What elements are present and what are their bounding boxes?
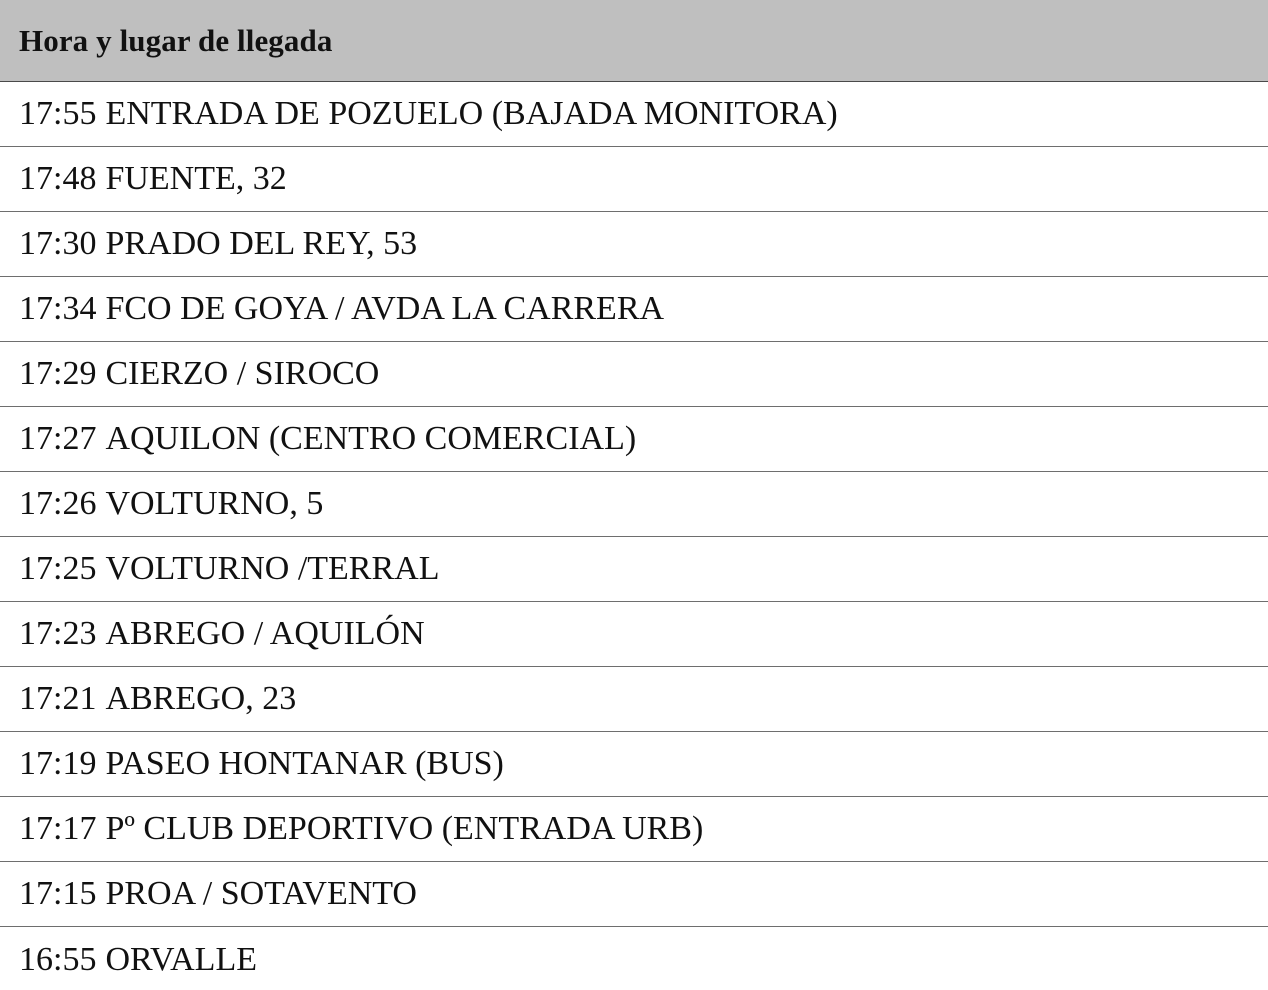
- stop-place: ABREGO, 23: [105, 680, 297, 717]
- stop-place: VOLTURNO /TERRAL: [105, 550, 440, 587]
- arrival-time: 17:19: [19, 745, 97, 782]
- arrival-time: 17:29: [19, 355, 97, 392]
- stop-place: AQUILON (CENTRO COMERCIAL): [105, 420, 637, 457]
- table-row: [0, 277, 1268, 342]
- arrival-time: 17:17: [19, 810, 97, 847]
- arrival-time: 16:55: [19, 940, 97, 978]
- arrival-time: 17:21: [19, 680, 97, 717]
- table-row: [0, 602, 1268, 667]
- stop-place: PROA / SOTAVENTO: [105, 875, 417, 912]
- table-row: [0, 342, 1268, 407]
- table-row: [0, 212, 1268, 277]
- stop-place: ORVALLE: [105, 940, 257, 978]
- stop-place: FCO DE GOYA / AVDA LA CARRERA: [105, 290, 665, 327]
- arrival-time: 17:23: [19, 615, 97, 652]
- arrival-time: 17:30: [19, 225, 97, 262]
- stop-place: ENTRADA DE POZUELO (BAJADA MONITORA): [105, 95, 838, 132]
- stop-place: VOLTURNO, 5: [105, 485, 324, 522]
- table-row: [0, 797, 1268, 862]
- arrival-time: 17:15: [19, 875, 97, 912]
- table-row: [0, 472, 1268, 537]
- arrival-time: 17:48: [19, 160, 97, 197]
- table-row: [0, 82, 1268, 147]
- stop-place: Pº CLUB DEPORTIVO (ENTRADA URB): [105, 810, 704, 847]
- stop-place: ABREGO / AQUILÓN: [105, 615, 425, 652]
- stop-place: CIERZO / SIROCO: [105, 355, 380, 392]
- arrival-time: 17:25: [19, 550, 97, 587]
- arrival-time: 17:27: [19, 420, 97, 457]
- table-row: [0, 407, 1268, 472]
- table-header: [0, 0, 1268, 82]
- table-row: [0, 537, 1268, 602]
- arrival-time: 17:26: [19, 485, 97, 522]
- table-row: [0, 147, 1268, 212]
- table-row: [0, 862, 1268, 927]
- table-row: [0, 667, 1268, 732]
- header-title: Hora y lugar de llegada: [19, 22, 333, 58]
- stop-list: [0, 82, 1268, 990]
- arrival-time: 17:34: [19, 290, 97, 327]
- table-row: [0, 732, 1268, 797]
- arrival-time: 17:55: [19, 95, 97, 132]
- stop-place: PRADO DEL REY, 53: [105, 225, 418, 262]
- stop-place: FUENTE, 32: [105, 160, 287, 197]
- table-row: [0, 927, 1268, 990]
- stop-place: PASEO HONTANAR (BUS): [105, 745, 504, 782]
